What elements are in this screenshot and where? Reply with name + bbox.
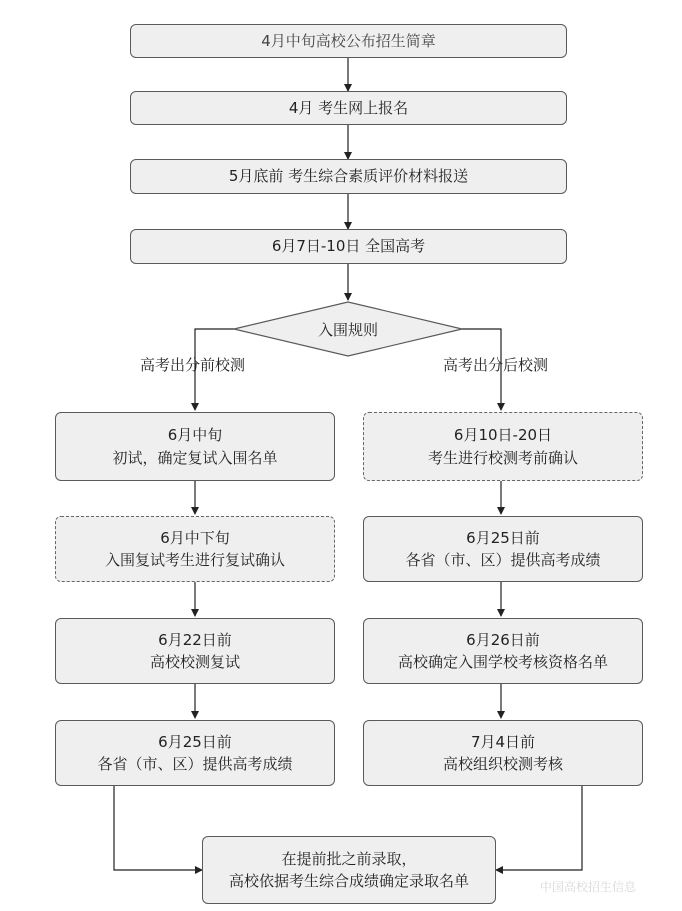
left-step-4-desc: 各省（市、区）提供高考成绩: [97, 755, 293, 773]
right-step-4-date: 7月4日前: [470, 732, 536, 751]
left-step-3-desc: 高校校测复试: [149, 653, 240, 671]
step-gaokao: [130, 229, 567, 264]
right-step-2: [363, 516, 643, 582]
final-step-line-1: 在提前批之前录取，: [281, 849, 417, 868]
arrow-right-to-final: [496, 786, 582, 870]
right-step-2-desc: 各省（市、区）提供高考成绩: [405, 551, 601, 569]
right-step-4: [363, 720, 643, 786]
left-step-2-date: 6月中下旬: [160, 528, 230, 547]
left-step-4: [55, 720, 335, 786]
decision-label: 入围规则: [317, 320, 378, 339]
branch-label-left: 高考出分前校测: [140, 356, 246, 374]
right-step-1: [363, 412, 643, 481]
right-step-4-desc: 高校组织校测考核: [442, 755, 563, 773]
right-step-3-desc: 高校确定入围学校考核资格名单: [397, 653, 608, 671]
step-material-submission-text: 5月底前 考生综合素质评价材料报送: [228, 167, 469, 186]
right-step-2-date: 6月25日前: [466, 528, 540, 547]
right-step-1-desc: 考生进行校测考前确认: [427, 448, 578, 467]
left-step-2: [55, 516, 335, 582]
right-step-3-date: 6月26日前: [466, 630, 540, 649]
left-step-4-date: 6月25日前: [158, 732, 232, 751]
right-step-1-date: 6月10日-20日: [453, 426, 553, 444]
left-step-2-desc: 入围复试考生进行复试确认: [104, 551, 285, 569]
step-online-registration: [130, 91, 567, 125]
step-publish-brochure-text: 4月中旬高校公布招生简章: [261, 31, 436, 50]
left-step-3-date: 6月22日前: [158, 630, 232, 649]
arrow-left-to-final: [114, 786, 202, 870]
right-step-3: [363, 618, 643, 684]
left-step-1: [55, 412, 335, 481]
watermark: 中国高校招生信息: [540, 880, 637, 894]
step-material-submission: [130, 159, 567, 194]
branch-label-right: 高考出分后校测: [443, 356, 549, 374]
step-publish-brochure: [130, 24, 567, 58]
step-gaokao-text: 6月7日-10日 全国高考: [271, 237, 426, 256]
left-step-3: [55, 618, 335, 684]
final-step-line-2: 高校依据考生综合成绩确定录取名单: [228, 872, 469, 890]
left-step-1-date: 6月中旬: [167, 426, 223, 444]
final-step-admission: [202, 836, 496, 904]
step-online-registration-text: 4月 考生网上报名: [288, 98, 409, 117]
left-step-1-desc: 初试，确定复试入围名单: [112, 448, 278, 467]
